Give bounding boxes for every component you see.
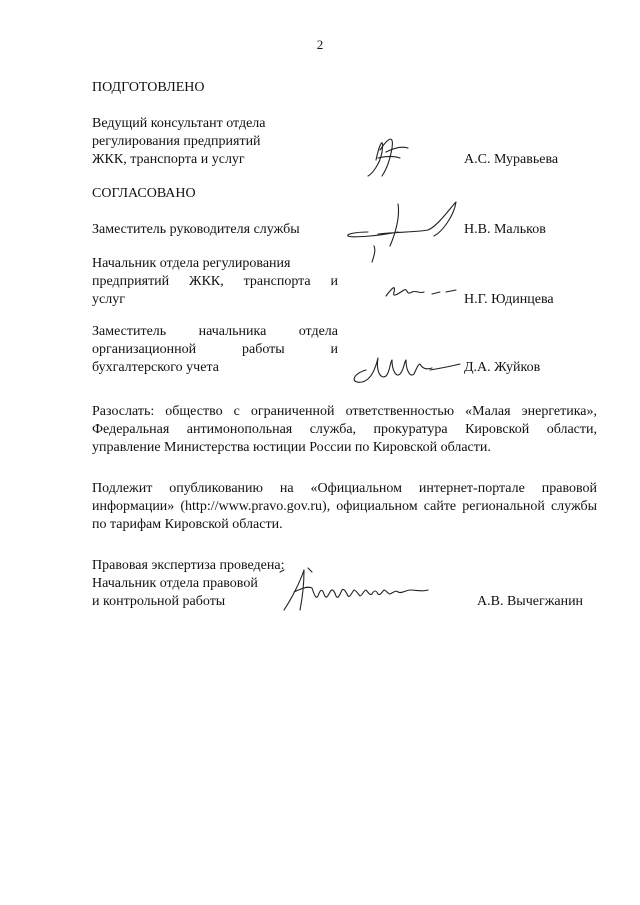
agreed-s2-line-2: предприятий ЖКК, транспорта и bbox=[92, 274, 338, 289]
agreed-s3-name: Д.А. Жуйков bbox=[464, 360, 541, 375]
distribution-text: Разослать: общество с ограниченной ответственностью «Малая энергетика», Федеральная антимонопольная служба, прокуратура Кировской области, управление Министерства юстиции России по Кировской области. bbox=[92, 404, 597, 455]
agreed-s1-name: Н.В. Мальков bbox=[464, 222, 546, 237]
agreed-s3-line-2: организационной работы и bbox=[92, 342, 338, 357]
prepared-line-1: Ведущий консультант отдела bbox=[92, 116, 266, 131]
signature-muravyeva bbox=[358, 130, 418, 180]
signature-yudintseva bbox=[380, 278, 460, 308]
agreed-s1-line-1: Заместитель руководителя службы bbox=[92, 222, 300, 237]
publication-text: Подлежит опубликованию на «Официальном интернет-портале правовой информации» (http://www.pravo.gov.ru), официальном сайте региональной службы по тарифам Кировской области. bbox=[92, 481, 597, 532]
signature-malkov bbox=[338, 196, 478, 266]
agreed-s2-line-1: Начальник отдела регулирования bbox=[92, 256, 291, 271]
signature-vychegzhanin bbox=[278, 562, 448, 622]
prepared-line-3: ЖКК, транспорта и услуг bbox=[92, 152, 245, 167]
agreed-s2-line-3: услуг bbox=[92, 292, 125, 307]
signature-zhuykov bbox=[346, 348, 466, 388]
agreed-s3-line-3: бухгалтерского учета bbox=[92, 360, 219, 375]
prepared-line-2: регулирования предприятий bbox=[92, 134, 261, 149]
prepared-name: А.С. Муравьева bbox=[464, 152, 559, 167]
legal-line-1: Правовая экспертиза проведена: bbox=[92, 558, 285, 573]
agreed-s2-name: Н.Г. Юдинцева bbox=[464, 292, 554, 307]
agreed-heading: СОГЛАСОВАНО bbox=[92, 186, 196, 201]
legal-name: А.В. Вычегжанин bbox=[477, 594, 584, 609]
page-number: 2 bbox=[316, 37, 324, 52]
legal-line-3: и контрольной работы bbox=[92, 594, 226, 609]
legal-line-2: Начальник отдела правовой bbox=[92, 576, 258, 591]
prepared-heading: ПОДГОТОВЛЕНО bbox=[92, 80, 205, 95]
agreed-s3-line-1: Заместитель начальника отдела bbox=[92, 324, 338, 339]
